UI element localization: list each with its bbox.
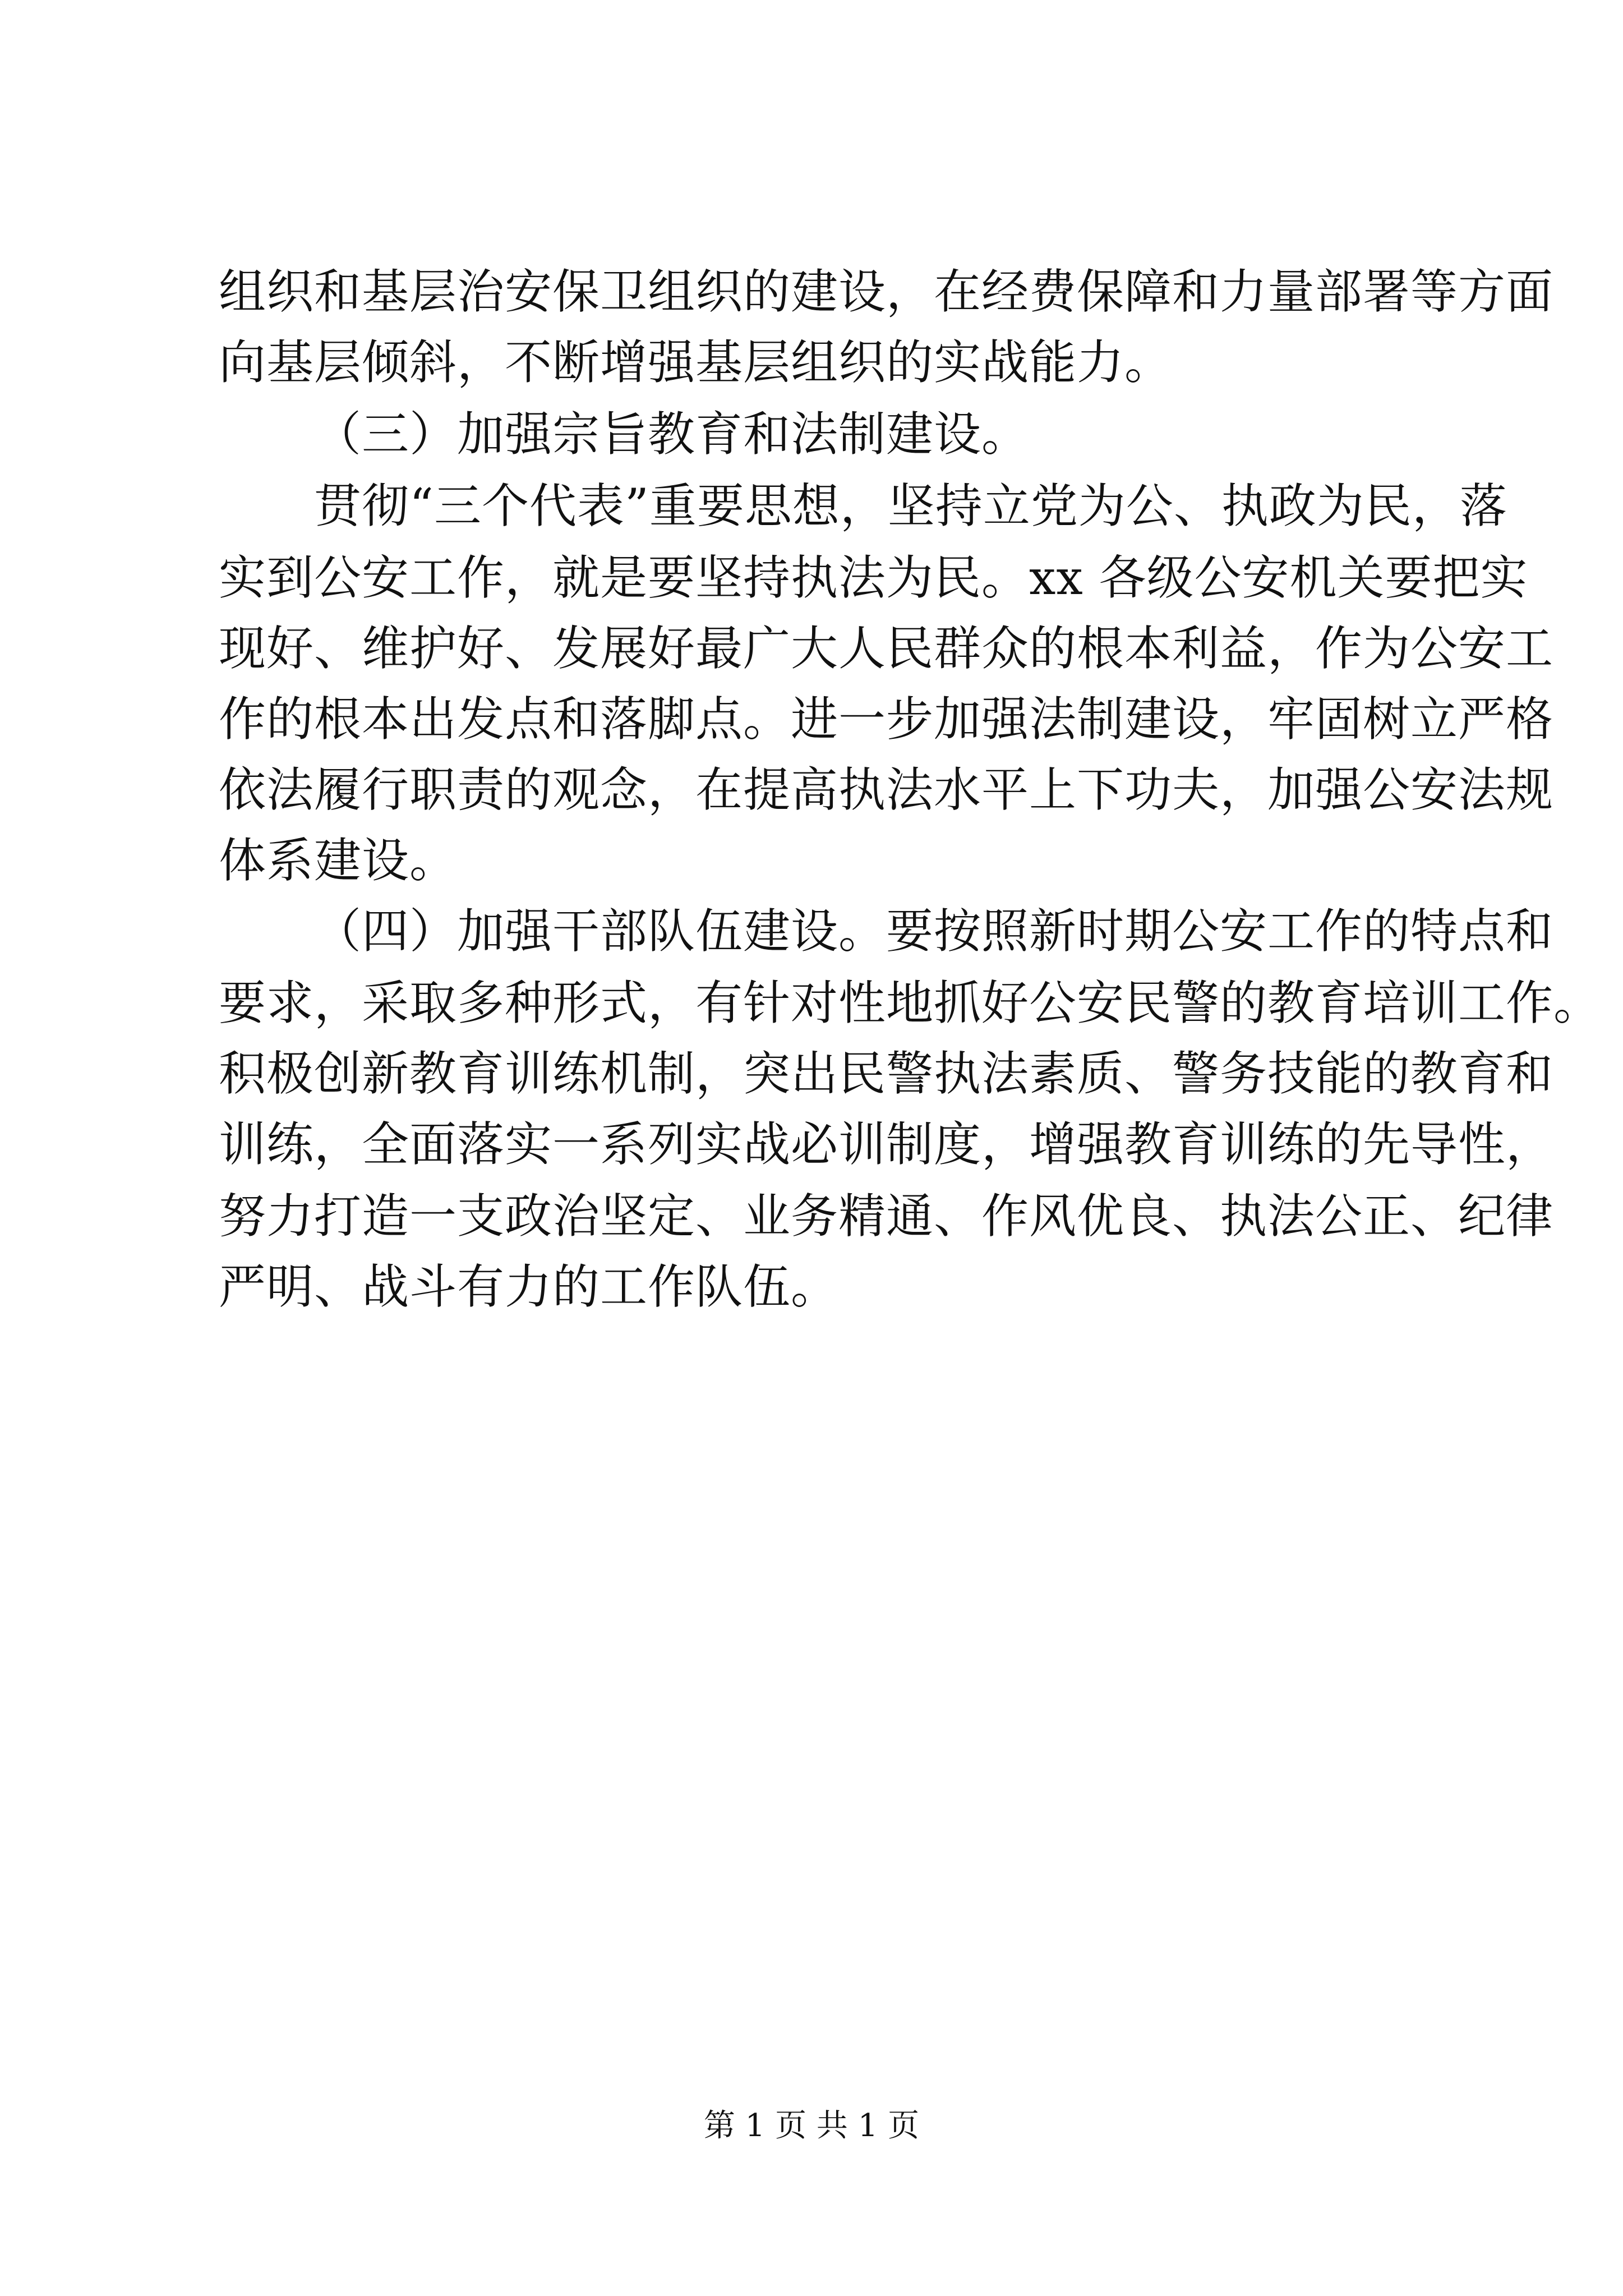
paragraph-line: 严明、战斗有力的工作队伍。 — [219, 1259, 839, 1314]
section-heading: （三）加强宗旨教育和法制建设。 — [314, 407, 1030, 462]
paragraph-line: 向基层倾斜，不断增强基层组织的实战能力。 — [219, 335, 1173, 390]
page-number-footer: 第 1 页 共 1 页 — [703, 2108, 920, 2144]
paragraph-line: 努力打造一支政治坚定、业务精通、作风优良、执法公正、纪律 — [219, 1189, 1554, 1244]
paragraph-line: 要求，采取多种形式，有针对性地抓好公安民警的教育培训工作。 — [219, 976, 1602, 1030]
section-heading: （四）加强干部队伍建设。要按照新时期公安工作的特点和 — [314, 904, 1554, 959]
paragraph-line: 组织和基层治安保卫组织的建设，在经费保障和力量部署等方面 — [219, 264, 1554, 319]
paragraph-line: 依法履行职责的观念，在提高执法水平上下功夫，加强公安法规 — [219, 762, 1554, 817]
paragraph-line: 体系建设。 — [219, 833, 458, 888]
paragraph-line: 贯彻“三个代表”重要思想，坚持立党为公、执政为民，落 — [314, 478, 1507, 533]
paragraph-line: 积极创新教育训练机制，突出民警执法素质、警务技能的教育和 — [219, 1046, 1554, 1101]
paragraph-line: 训练，全面落实一系列实战必训制度，增强教育训练的先导性， — [219, 1117, 1554, 1172]
paragraph-line: 实到公安工作，就是要坚持执法为民。xx 各级公安机关要把实 — [219, 550, 1528, 605]
paragraph-line: 作的根本出发点和落脚点。进一步加强法制建设，牢固树立严格 — [219, 692, 1554, 747]
paragraph-line: 现好、维护好、发展好最广大人民群众的根本利益，作为公安工 — [219, 621, 1554, 676]
